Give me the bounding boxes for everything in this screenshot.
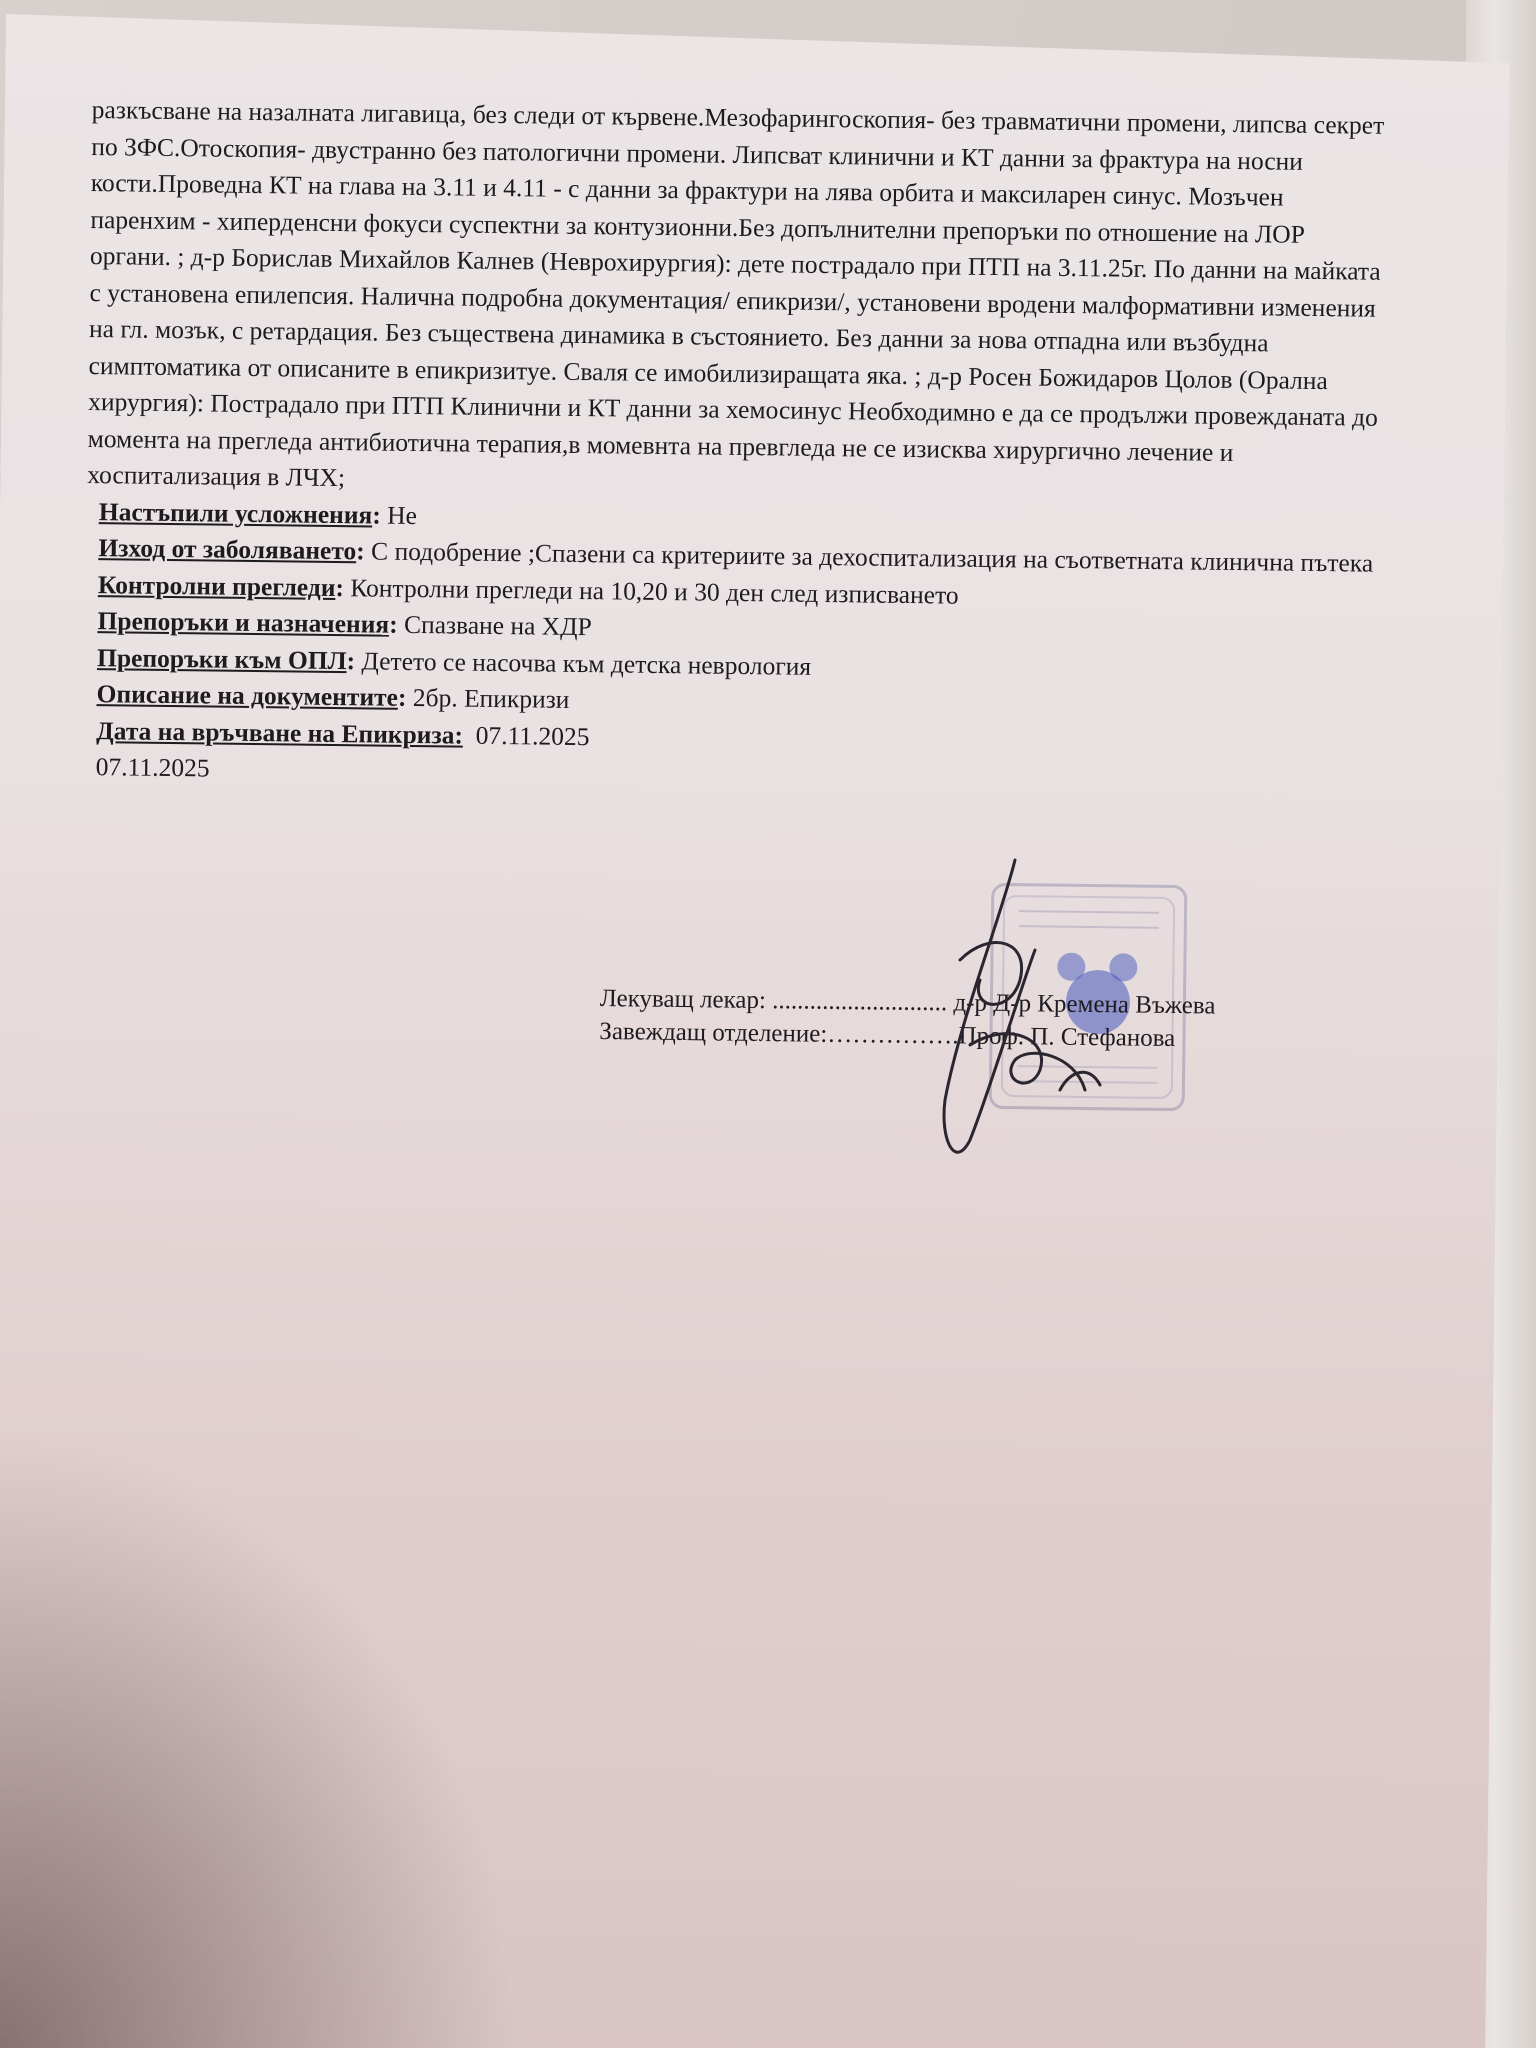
field-value: Спазване на ХДР [403,609,592,642]
field-value: 07.11.2025 [475,720,590,751]
field-label: Изход от заболяването [98,533,357,566]
field-label: Контролни прегледи [97,569,336,602]
field-gp-recommendations: Препоръки към ОПЛ: Детето се насочва към детска неврология [96,642,812,681]
field-complications: Настъпили усложнения: Не [98,496,418,530]
field-followup: Контролни прегледи: Контролни прегледи на 10,20 и 30 ден след изписването [97,569,959,610]
document-date: 07.11.2025 [95,752,210,783]
field-label: Препоръки към ОПЛ [96,642,347,675]
field-recommendations: Препоръки и назначения: Спазване на ХДР [97,606,592,642]
handwritten-signature-icon [900,840,1160,1210]
treating-doctor-label: Лекуващ лекар: [599,984,767,1015]
field-label: Настъпили усложнения [98,496,373,529]
field-value: Детето се насочва към детска неврология [361,645,812,681]
field-value: Контролни прегледи на 10,20 и 30 ден след изписването [350,572,959,610]
treating-doctor-name: д-р Д-р Кремена Въжева [953,989,1216,1020]
department-head-label: Завеждащ отделение: [599,1017,828,1048]
field-outcome: Изход от заболяването: С подобрение ;Спазени са критериите за дехоспитализация на съответната клинична пътека [98,533,1374,578]
department-head-name: Проф. П. Стефанова [958,1022,1176,1053]
dotted-line: ............................ [772,987,948,1017]
field-documents: Описание на документите: 2бр. Епикризи [96,679,570,714]
field-label: Описание на документите [96,679,399,712]
field-value: С подобрение ;Спазени са критериите за дехоспитализация на съответната клинична пътека [370,536,1374,578]
document-body [84,92,1392,801]
field-value: 2бр. Епикризи [412,682,570,714]
field-label: Дата на връчване на Епикриза: [96,715,464,750]
consultation-paragraph: разкъсване на назалната лигавица, без следи от кървене.Мезофарингоскопия- без травматични промени, липсва секрет по ЗФС.Отоскопия- двустранно без патологични промени. Липсват клинични и КТ данни за фрактура на носни кости.Проведна КТ на глава на 3.11 и 4.11 - с данни за фрактури на лява орбита и максиларен синус. Мозъчен паренхим - хиперденсни фокуси суспектни за контузионни.Без допълнителни препоръки по отношение на ЛОР органи. ; д-р Борислав Михайлов Калнев (Неврохирургия): дете пострадало при ПТП на 3.11.25г. По данни на майката с установена епилепсия. Налична подробна документация/ епикризи/, установени вродени малформативни изменения на гл. мозък, с ретардация. Без съществена динамика в състоянието. Без данни за нова отпадна или възбудна симптоматика от описаните в епикризитуе. Сваля се имобилизиращата яка. ; д-р Росен Божидаров Цолов (Орална хирургия): Пострадало при ПТП Клинични и КТ данни за хемосинус Необходимно е да се продължи провежданата до момента на прегледа антибиотична терапия,в момевнта на превгледа не се изисква хирургично лечение и хоспитализация в ЛЧХ; [87,94,1385,493]
field-label: Препоръки и назначения [97,606,390,639]
dotted-line: ……………. [827,1020,959,1050]
field-value: Не [387,500,418,530]
